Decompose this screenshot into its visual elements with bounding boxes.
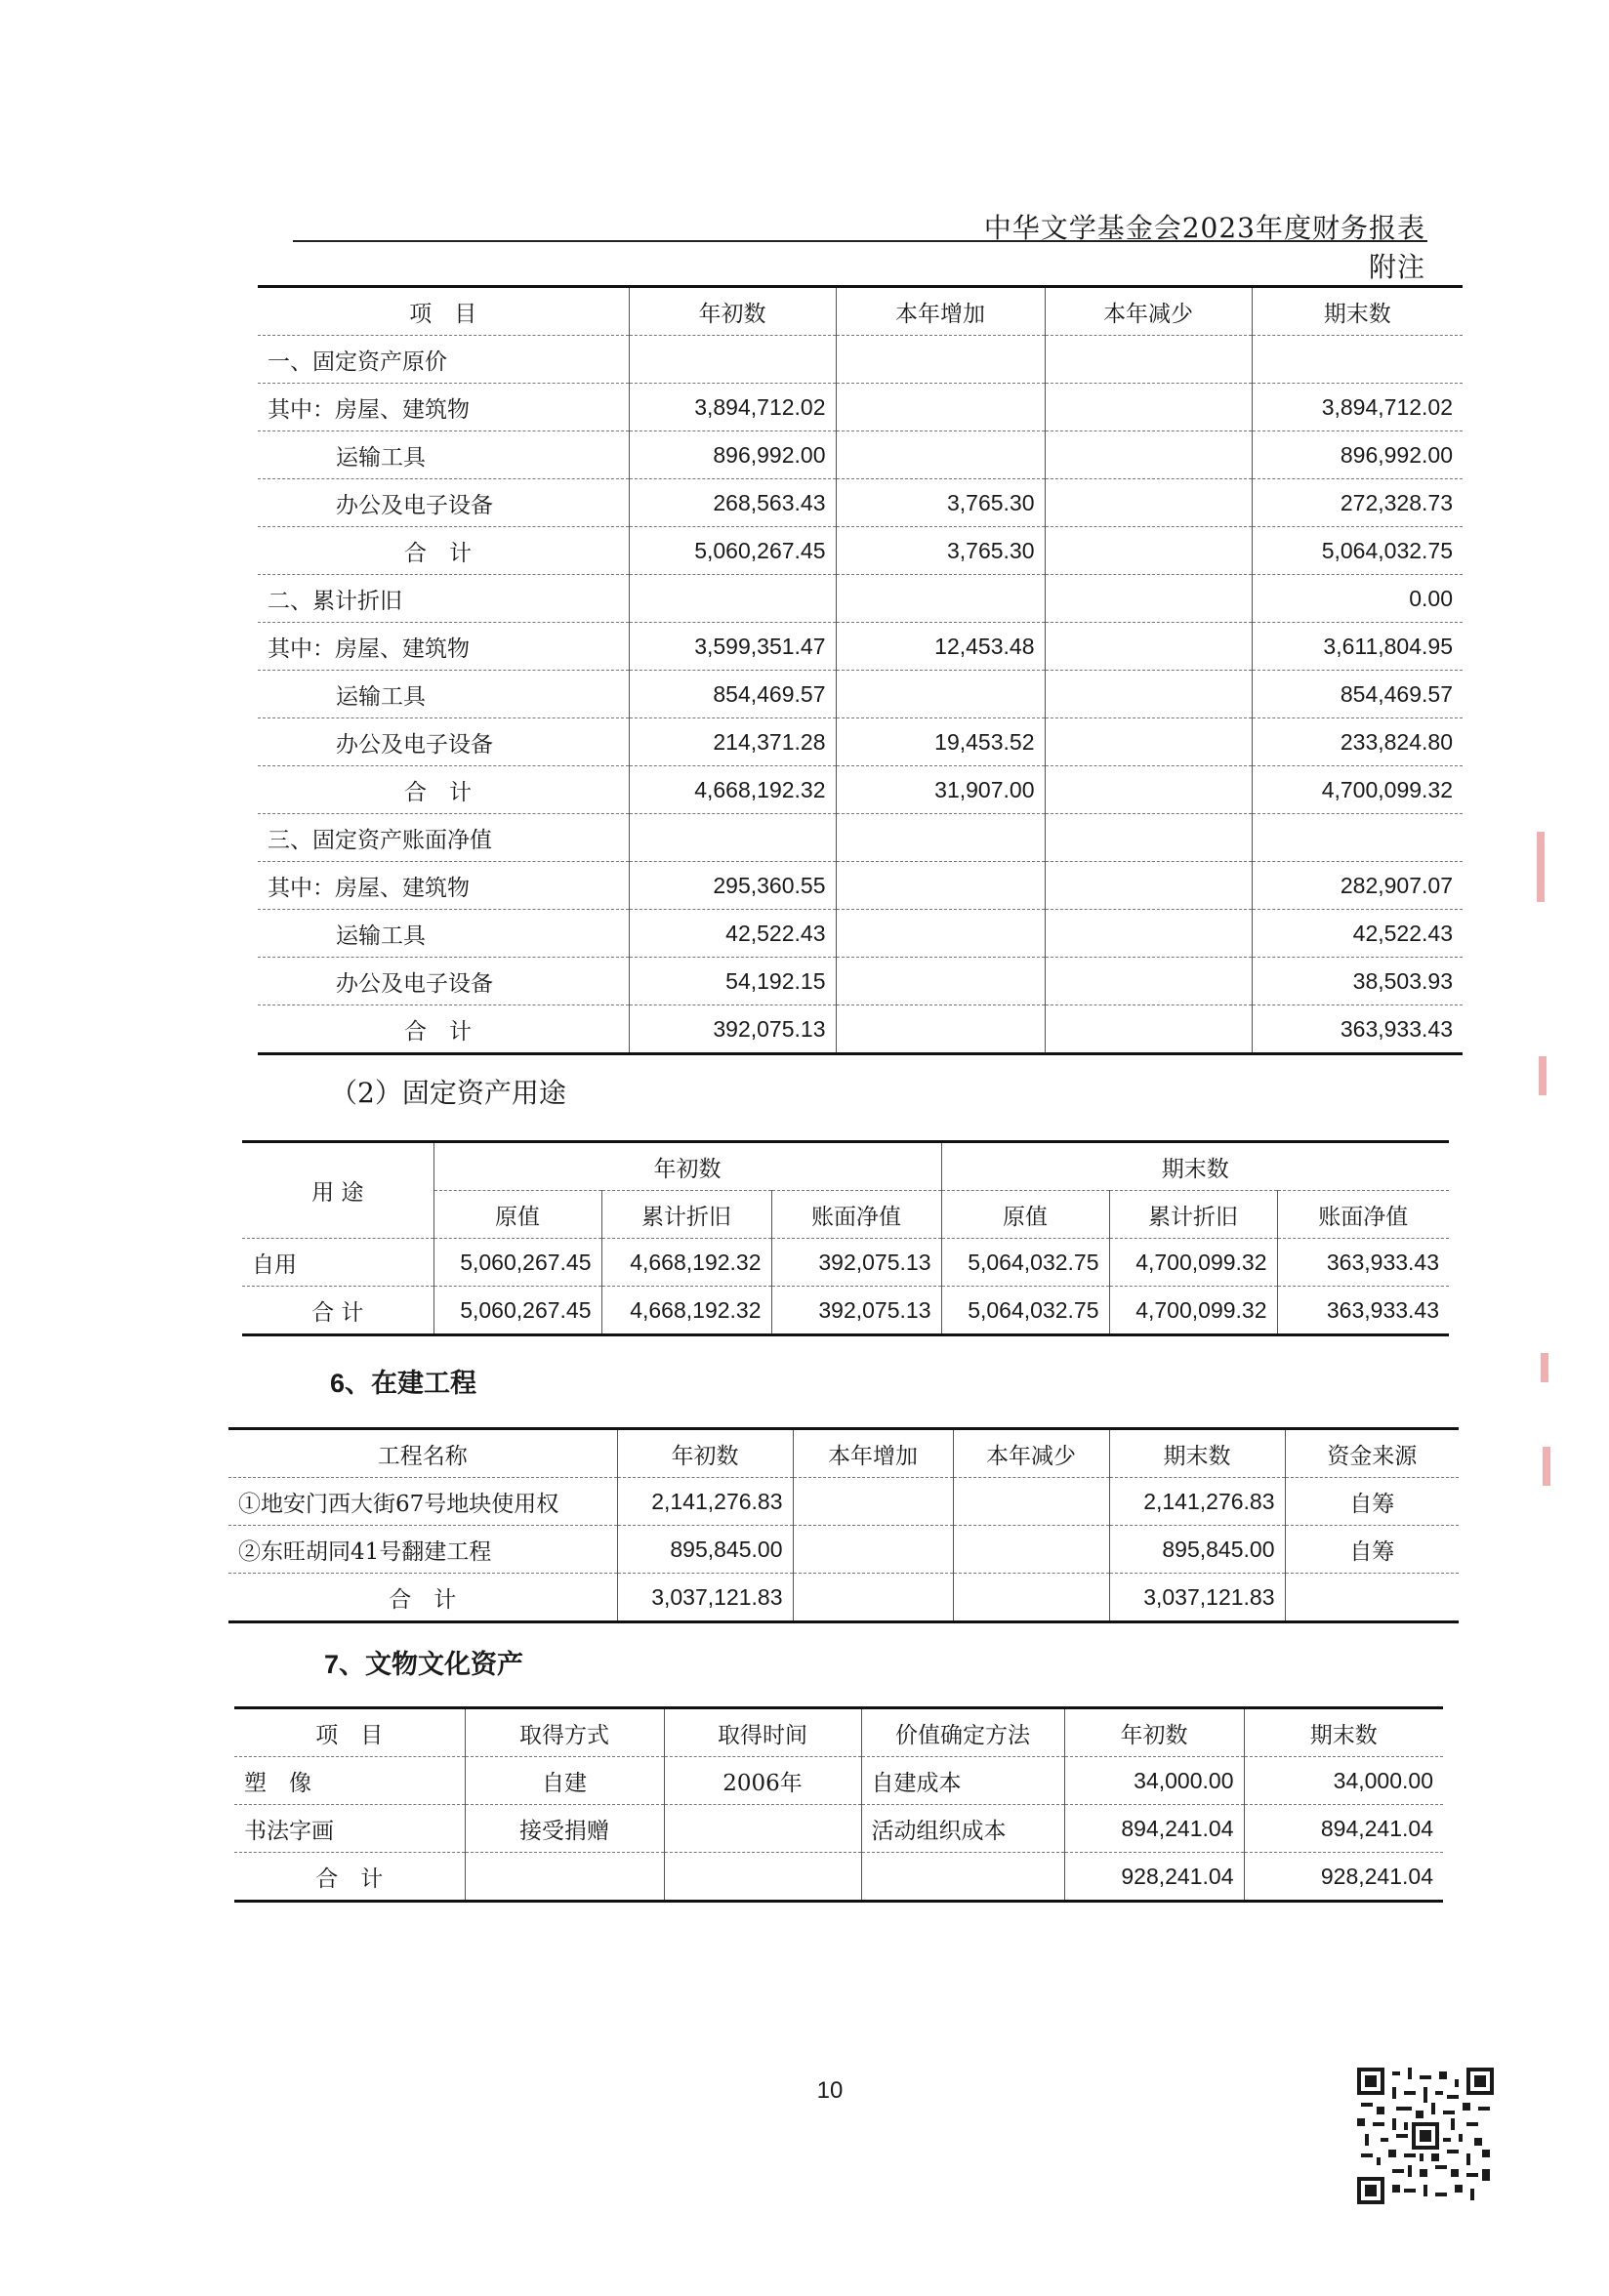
cell — [836, 910, 1045, 958]
cell: 3,894,712.02 — [629, 384, 836, 431]
cell: 42,522.43 — [1252, 910, 1463, 958]
cell: 363,933.43 — [1277, 1287, 1449, 1335]
fixed-asset-usage-table — [242, 1140, 1449, 1336]
cell: 38,503.93 — [1252, 958, 1463, 1005]
cell: 31,907.00 — [836, 766, 1045, 814]
cell — [629, 814, 836, 862]
col-header-original: 原值 — [433, 1191, 601, 1239]
cell: 12,453.48 — [836, 623, 1045, 671]
page-number: 10 — [816, 2077, 844, 2104]
section-title-construction: 6、在建工程 — [330, 1369, 477, 1398]
col-header-begin: 年初数 — [629, 287, 836, 336]
table-row — [258, 814, 1463, 862]
cell: 363,933.43 — [1277, 1239, 1449, 1287]
cell: 854,469.57 — [1252, 671, 1463, 718]
row-label: 其中：房屋、建筑物 — [258, 384, 629, 431]
cell: 894,241.04 — [1244, 1805, 1443, 1853]
row-label: 合 计 — [258, 766, 629, 814]
cell — [1045, 671, 1252, 718]
section-title-cultural-assets: 7、文物文化资产 — [324, 1650, 524, 1679]
col-header-decrease: 本年减少 — [953, 1429, 1109, 1478]
section-title-usage: （2）固定资产用途 — [330, 1077, 566, 1109]
cell: 282,907.07 — [1252, 862, 1463, 910]
table-row — [228, 1478, 1459, 1526]
cell — [629, 575, 836, 623]
row-label: 运输工具 — [258, 671, 629, 718]
cell: 0.00 — [1252, 575, 1463, 623]
cell: 896,992.00 — [1252, 431, 1463, 479]
cell — [793, 1526, 953, 1574]
cell: 895,845.00 — [1109, 1526, 1285, 1574]
cell — [861, 1853, 1064, 1902]
col-header-increase: 本年增加 — [836, 287, 1045, 336]
cell: 5,060,267.45 — [629, 527, 836, 575]
col-header-depreciation: 累计折旧 — [1109, 1191, 1277, 1239]
cell: 894,241.04 — [1064, 1805, 1244, 1853]
cell — [953, 1478, 1109, 1526]
table-row — [242, 1239, 1449, 1287]
cell — [1045, 575, 1252, 623]
cell: 5,060,267.45 — [433, 1287, 601, 1335]
cell: 34,000.00 — [1064, 1757, 1244, 1805]
cell: 3,037,121.83 — [1109, 1574, 1285, 1622]
cell — [836, 431, 1045, 479]
col-header-original: 原值 — [941, 1191, 1109, 1239]
col-header-acquire-method: 取得方式 — [465, 1708, 664, 1757]
stamp-mark — [1537, 832, 1545, 902]
cell: 3,037,121.83 — [617, 1574, 793, 1622]
col-header-use: 用 途 — [242, 1142, 433, 1239]
cell: 活动组织成本 — [861, 1805, 1064, 1853]
cell — [1045, 910, 1252, 958]
row-label: 其中：房屋、建筑物 — [258, 862, 629, 910]
fixed-assets-table — [258, 285, 1463, 1055]
cell: 自筹 — [1285, 1478, 1459, 1526]
cell: 自建 — [465, 1757, 664, 1805]
row-label: 书法字画 — [234, 1805, 465, 1853]
col-header-decrease: 本年减少 — [1045, 287, 1252, 336]
table-header-row — [228, 1429, 1459, 1478]
cell: 3,765.30 — [836, 479, 1045, 527]
table-row — [258, 431, 1463, 479]
cell — [1045, 814, 1252, 862]
cell — [1045, 479, 1252, 527]
col-header-depreciation: 累计折旧 — [601, 1191, 771, 1239]
cell: 34,000.00 — [1244, 1757, 1443, 1805]
row-label: 办公及电子设备 — [258, 958, 629, 1005]
cell — [664, 1853, 861, 1902]
cell: 4,700,099.32 — [1109, 1239, 1277, 1287]
cell — [1045, 862, 1252, 910]
cell — [1045, 766, 1252, 814]
cell: 214,371.28 — [629, 718, 836, 766]
col-header-end: 期末数 — [1109, 1429, 1285, 1478]
table-row — [258, 479, 1463, 527]
stamp-mark — [1539, 1056, 1547, 1095]
row-label: 办公及电子设备 — [258, 479, 629, 527]
stamp-mark — [1541, 1353, 1548, 1382]
cell: 895,845.00 — [617, 1526, 793, 1574]
stamp-mark — [1543, 1447, 1550, 1486]
cell — [836, 862, 1045, 910]
col-header-source: 资金来源 — [1285, 1429, 1459, 1478]
col-header-project: 工程名称 — [228, 1429, 617, 1478]
cultural-assets-table — [234, 1706, 1443, 1903]
cell: 5,064,032.75 — [941, 1239, 1109, 1287]
cell — [1285, 1574, 1459, 1622]
col-header-increase: 本年增加 — [793, 1429, 953, 1478]
col-header-begin: 年初数 — [617, 1429, 793, 1478]
cell — [664, 1805, 861, 1853]
cell: 5,064,032.75 — [941, 1287, 1109, 1335]
table-row — [258, 575, 1463, 623]
col-header-end: 期末数 — [1252, 287, 1463, 336]
cell: 19,453.52 — [836, 718, 1045, 766]
table-row — [228, 1526, 1459, 1574]
col-header-net: 账面净值 — [1277, 1191, 1449, 1239]
cell — [836, 336, 1045, 384]
cell — [1045, 718, 1252, 766]
cell: 4,668,192.32 — [601, 1239, 771, 1287]
cell: 42,522.43 — [629, 910, 836, 958]
col-header-begin: 年初数 — [1064, 1708, 1244, 1757]
cell: 自筹 — [1285, 1526, 1459, 1574]
cell — [465, 1853, 664, 1902]
cell — [836, 671, 1045, 718]
cell: 3,765.30 — [836, 527, 1045, 575]
row-label: 合 计 — [242, 1287, 433, 1335]
header-rule — [293, 240, 1427, 242]
cell: 自建成本 — [861, 1757, 1064, 1805]
cell: 3,894,712.02 — [1252, 384, 1463, 431]
cell: 392,075.13 — [771, 1287, 941, 1335]
row-label: ①地安门西大街67号地块使用权 — [228, 1478, 617, 1526]
table-row — [234, 1805, 1443, 1853]
col-header-item: 项 目 — [258, 287, 629, 336]
cell — [1045, 431, 1252, 479]
row-label: 一、固定资产原价 — [258, 336, 629, 384]
cell: 4,668,192.32 — [629, 766, 836, 814]
cell — [836, 384, 1045, 431]
cell — [793, 1478, 953, 1526]
row-label: 合 计 — [228, 1574, 617, 1622]
row-label: ②东旺胡同41号翻建工程 — [228, 1526, 617, 1574]
cell — [953, 1574, 1109, 1622]
cell: 5,064,032.75 — [1252, 527, 1463, 575]
cell — [1045, 1005, 1252, 1054]
cell: 392,075.13 — [629, 1005, 836, 1054]
table-row — [228, 1574, 1459, 1622]
cell: 896,992.00 — [629, 431, 836, 479]
col-header-acquire-time: 取得时间 — [664, 1708, 861, 1757]
cell — [629, 336, 836, 384]
table-row — [258, 862, 1463, 910]
cell: 928,241.04 — [1064, 1853, 1244, 1902]
table-row — [258, 766, 1463, 814]
cell: 4,668,192.32 — [601, 1287, 771, 1335]
construction-in-progress-table — [228, 1427, 1459, 1623]
cell: 2,141,276.83 — [617, 1478, 793, 1526]
cell: 392,075.13 — [771, 1239, 941, 1287]
table-row — [234, 1757, 1443, 1805]
cell — [1045, 336, 1252, 384]
cell — [953, 1526, 1109, 1574]
row-label: 运输工具 — [258, 910, 629, 958]
cell — [1045, 958, 1252, 1005]
table-row — [258, 718, 1463, 766]
table-row — [258, 336, 1463, 384]
table-row — [242, 1287, 1449, 1335]
cell: 3,611,804.95 — [1252, 623, 1463, 671]
col-header-net: 账面净值 — [771, 1191, 941, 1239]
row-label: 自用 — [242, 1239, 433, 1287]
cell: 233,824.80 — [1252, 718, 1463, 766]
table-row — [234, 1853, 1443, 1902]
row-label: 运输工具 — [258, 431, 629, 479]
table-row — [258, 958, 1463, 1005]
cell: 5,060,267.45 — [433, 1239, 601, 1287]
cell: 2006年 — [664, 1757, 861, 1805]
table-row — [258, 384, 1463, 431]
cell — [1045, 384, 1252, 431]
cell — [1045, 527, 1252, 575]
cell: 54,192.15 — [629, 958, 836, 1005]
cell: 272,328.73 — [1252, 479, 1463, 527]
cell: 2,141,276.83 — [1109, 1478, 1285, 1526]
row-label: 塑 像 — [234, 1757, 465, 1805]
cell: 接受捐赠 — [465, 1805, 664, 1853]
cell — [836, 958, 1045, 1005]
table-row — [258, 527, 1463, 575]
table-header-row — [234, 1708, 1443, 1757]
table-row — [258, 910, 1463, 958]
table-header-row — [242, 1142, 1449, 1191]
cell: 295,360.55 — [629, 862, 836, 910]
qr-code-icon — [1357, 2068, 1494, 2204]
cell: 928,241.04 — [1244, 1853, 1443, 1902]
cell — [1252, 336, 1463, 384]
cell: 4,700,099.32 — [1109, 1287, 1277, 1335]
row-label: 合 计 — [258, 1005, 629, 1054]
row-label: 合 计 — [234, 1853, 465, 1902]
cell — [1252, 814, 1463, 862]
table-row — [258, 623, 1463, 671]
cell — [836, 1005, 1045, 1054]
row-label: 三、固定资产账面净值 — [258, 814, 629, 862]
report-header-title: 中华文学基金会2023年度财务报表附注 — [983, 212, 1425, 283]
col-header-valuation: 价值确定方法 — [861, 1708, 1064, 1757]
cell: 3,599,351.47 — [629, 623, 836, 671]
row-label: 办公及电子设备 — [258, 718, 629, 766]
cell — [793, 1574, 953, 1622]
table-row — [258, 671, 1463, 718]
col-header-item: 项 目 — [234, 1708, 465, 1757]
col-group-begin: 年初数 — [433, 1142, 941, 1191]
cell — [836, 814, 1045, 862]
cell: 4,700,099.32 — [1252, 766, 1463, 814]
col-header-end: 期末数 — [1244, 1708, 1443, 1757]
col-group-end: 期末数 — [941, 1142, 1449, 1191]
cell — [836, 575, 1045, 623]
row-label: 其中：房屋、建筑物 — [258, 623, 629, 671]
cell: 854,469.57 — [629, 671, 836, 718]
table-header-row — [258, 287, 1463, 336]
table-row — [258, 1005, 1463, 1054]
cell: 363,933.43 — [1252, 1005, 1463, 1054]
cell: 268,563.43 — [629, 479, 836, 527]
row-label: 二、累计折旧 — [258, 575, 629, 623]
row-label: 合 计 — [258, 527, 629, 575]
cell — [1045, 623, 1252, 671]
